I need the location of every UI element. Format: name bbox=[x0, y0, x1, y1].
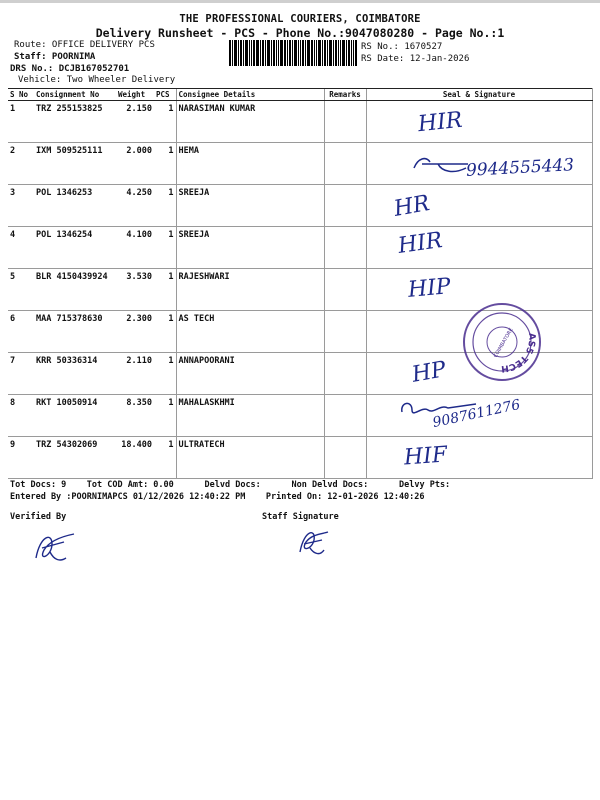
cell-pcs: 1 bbox=[154, 143, 176, 185]
cell-sno: 4 bbox=[8, 227, 34, 269]
vehicle-label: Vehicle: Two Wheeler Delivery bbox=[18, 75, 176, 85]
cell-pcs: 1 bbox=[154, 269, 176, 311]
cell-sno: 6 bbox=[8, 311, 34, 353]
seal-arc-text: AS5 TECH bbox=[500, 332, 537, 374]
cell-pcs: 1 bbox=[154, 101, 176, 143]
col-header-consignee: Consignee Details bbox=[176, 89, 324, 101]
cell-weight: 2.110 bbox=[116, 353, 154, 395]
cell-pcs: 1 bbox=[154, 353, 176, 395]
cell-sno: 8 bbox=[8, 395, 34, 437]
cell-consignee: AS TECH bbox=[176, 311, 324, 353]
cell-consignment: TRZ 255153825 bbox=[34, 101, 116, 143]
cell-pcs: 1 bbox=[154, 227, 176, 269]
table-header-row bbox=[8, 89, 592, 101]
cell-sno: 7 bbox=[8, 353, 34, 395]
cell-remarks bbox=[324, 143, 366, 185]
cell-remarks bbox=[324, 311, 366, 353]
cell-pcs: 1 bbox=[154, 185, 176, 227]
cell-consignee: NARASIMAN KUMAR bbox=[176, 101, 324, 143]
handwritten-signature: HR bbox=[392, 191, 432, 222]
cell-consignment: RKT 10050914 bbox=[34, 395, 116, 437]
cell-sno: 3 bbox=[8, 185, 34, 227]
cell-pcs: 1 bbox=[154, 395, 176, 437]
verified-by-label: Verified By bbox=[10, 512, 67, 522]
cell-seal bbox=[366, 437, 592, 479]
cell-consignee: SREEJA bbox=[176, 185, 324, 227]
footer-totals bbox=[10, 480, 450, 490]
handwritten-signature: HIF bbox=[403, 442, 448, 471]
cell-sno: 5 bbox=[8, 269, 34, 311]
barcode bbox=[229, 40, 357, 66]
staff-label: Staff: POORNIMA bbox=[14, 52, 96, 62]
rs-number: RS No.: 1670527 bbox=[361, 42, 443, 52]
seal-center-text: COIMBATORE bbox=[492, 327, 515, 359]
cell-remarks bbox=[324, 269, 366, 311]
cell-remarks bbox=[324, 395, 366, 437]
handwritten-phone: 9944555443 bbox=[465, 155, 575, 181]
cell-consignee: RAJESHWARI bbox=[176, 269, 324, 311]
cell-consignee: ANNAPOORANI bbox=[176, 353, 324, 395]
staff-signature bbox=[292, 524, 332, 560]
col-header-pcs: PCS bbox=[154, 89, 176, 101]
handwritten-signature: HIR bbox=[416, 107, 464, 138]
col-header-weight: Weight bbox=[116, 89, 154, 101]
company-name: THE PROFESSIONAL COURIERS, COIMBATORE bbox=[179, 13, 421, 25]
cell-weight: 2.300 bbox=[116, 311, 154, 353]
cell-sno: 1 bbox=[8, 101, 34, 143]
runsheet-table bbox=[8, 88, 593, 479]
verifier-signature bbox=[30, 528, 78, 568]
cell-remarks bbox=[324, 437, 366, 479]
runsheet-title: Delivery Runsheet - PCS - Phone No.:9047080280 - Page No.:1 bbox=[95, 26, 505, 40]
col-header-consignment: Consignment No bbox=[34, 89, 116, 101]
col-header-sno: S No bbox=[8, 89, 34, 101]
cell-weight: 2.150 bbox=[116, 101, 154, 143]
cell-consignee: SREEJA bbox=[176, 227, 324, 269]
cell-seal bbox=[366, 101, 592, 143]
tot-cod-amount: Tot COD Amt: 0.00 bbox=[86, 480, 174, 490]
cell-consignee: ULTRATECH bbox=[176, 437, 324, 479]
footer-entry bbox=[10, 492, 425, 502]
scan-edge bbox=[0, 0, 600, 3]
cell-weight: 2.000 bbox=[116, 143, 154, 185]
handwritten-phone: 9087611276 bbox=[431, 396, 522, 432]
cell-consignee: MAHALASKHMI bbox=[176, 395, 324, 437]
cell-weight: 3.530 bbox=[116, 269, 154, 311]
cell-consignment: POL 1346254 bbox=[34, 227, 116, 269]
cell-remarks bbox=[324, 101, 366, 143]
cell-pcs: 1 bbox=[154, 437, 176, 479]
route-label: Route: OFFICE DELIVERY PCS bbox=[14, 40, 155, 50]
cell-weight: 8.350 bbox=[116, 395, 154, 437]
cell-consignment: TRZ 54302069 bbox=[34, 437, 116, 479]
tot-docs: Tot Docs: 9 bbox=[10, 480, 67, 490]
printed-on: Printed On: 12-01-2026 12:40:26 bbox=[265, 492, 425, 502]
cell-consignment: MAA 715378630 bbox=[34, 311, 116, 353]
handwritten-signature: HP bbox=[410, 357, 448, 388]
cell-remarks bbox=[324, 185, 366, 227]
delvy-pts: Delvy Pts: bbox=[399, 480, 451, 490]
table-row bbox=[8, 437, 592, 479]
cell-sno: 2 bbox=[8, 143, 34, 185]
scribble-signature bbox=[408, 152, 472, 176]
table-row bbox=[8, 227, 592, 269]
drs-label: DRS No.: DCJB167052701 bbox=[10, 64, 130, 74]
col-header-seal: Seal & Signature bbox=[366, 89, 592, 101]
cell-remarks bbox=[324, 227, 366, 269]
cell-consignment: POL 1346253 bbox=[34, 185, 116, 227]
handwritten-signature: HIR bbox=[396, 228, 444, 259]
entered-by: Entered By :POORNIMAPCS 01/12/2026 12:40:22 PM bbox=[10, 492, 246, 502]
cell-weight: 4.250 bbox=[116, 185, 154, 227]
table-row bbox=[8, 101, 592, 143]
staff-signature-label: Staff Signature bbox=[262, 512, 339, 522]
cell-remarks bbox=[324, 353, 366, 395]
cell-consignment: BLR 4150439924 bbox=[34, 269, 116, 311]
cell-weight: 18.400 bbox=[116, 437, 154, 479]
cell-consignment: IXM 509525111 bbox=[34, 143, 116, 185]
cell-sno: 9 bbox=[8, 437, 34, 479]
table-row bbox=[8, 185, 592, 227]
handwritten-signature: HIP bbox=[406, 274, 452, 303]
cell-pcs: 1 bbox=[154, 311, 176, 353]
cell-consignee: HEMA bbox=[176, 143, 324, 185]
rs-date: RS Date: 12-Jan-2026 bbox=[361, 54, 470, 64]
company-seal-stamp bbox=[460, 300, 544, 384]
cell-weight: 4.100 bbox=[116, 227, 154, 269]
col-header-remarks: Remarks bbox=[324, 89, 366, 101]
delvd-docs: Delvd Docs: bbox=[204, 480, 261, 490]
non-delvd-docs: Non Delvd Docs: bbox=[291, 480, 369, 490]
cell-consignment: KRR 50336314 bbox=[34, 353, 116, 395]
